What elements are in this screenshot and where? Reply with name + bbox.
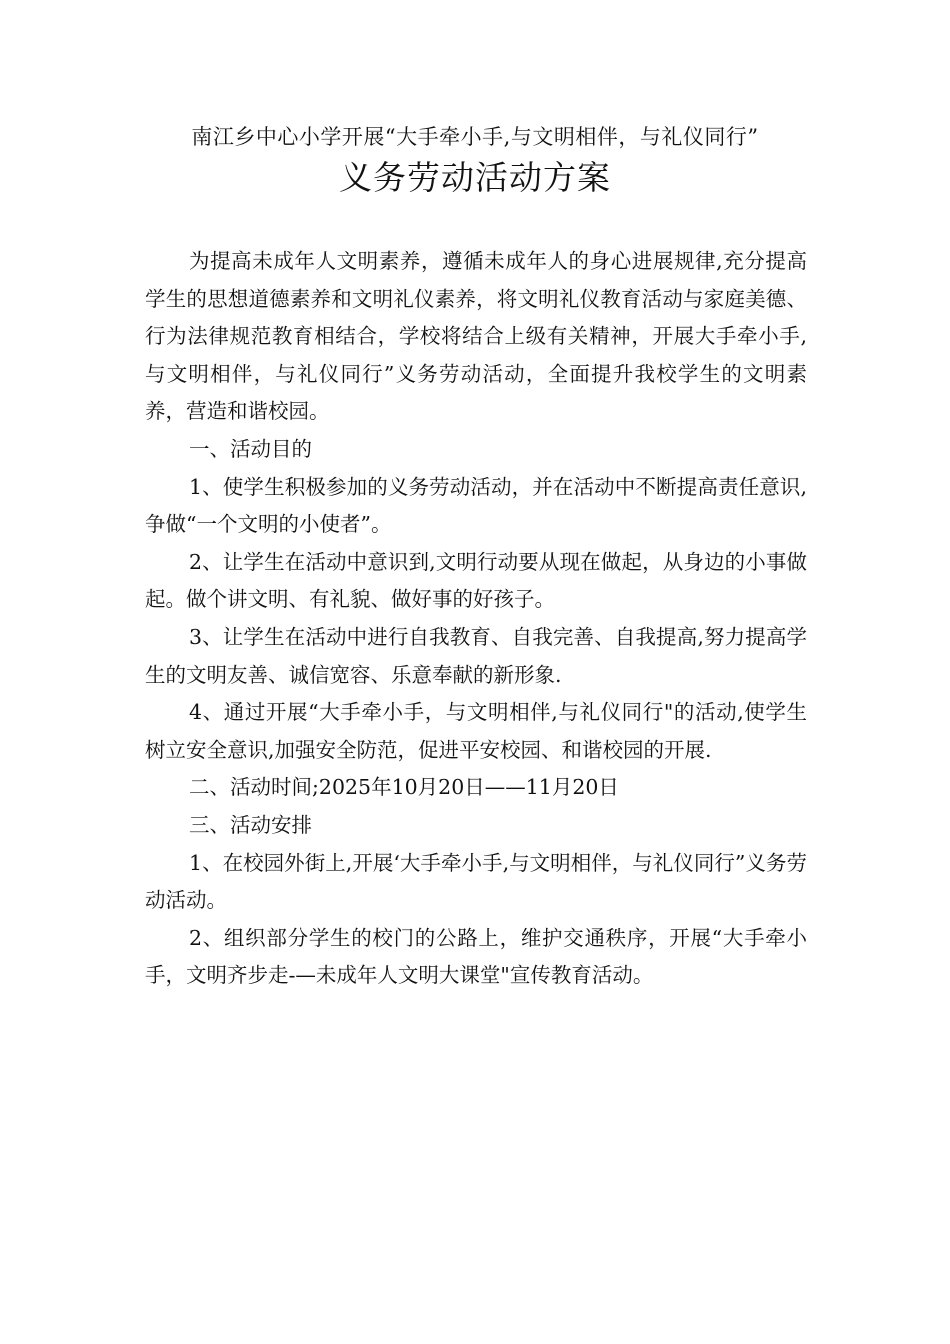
section-heading-purpose: 一、活动目的 [189, 436, 312, 461]
section-heading-arrangement: 三、活动安排 [189, 812, 312, 837]
purpose-item-2: 2、让学生在活动中意识到,文明行动要从现在做起，从身边的小事做起。做个讲文明、有礼貌、做好事的好孩子。 [145, 549, 807, 612]
purpose-item-1: 1、使学生积极参加的义务劳动活动，并在活动中不断提高责任意识,争做“一个文明的小使者”。 [145, 474, 807, 537]
document-title-line1: 南江乡中心小学开展“大手牵小手,与文明相伴，与礼仪同行” [191, 125, 759, 149]
arrangement-item-1: 1、在校园外街上,开展‘大手牵小手,与文明相伴，与礼仪同行”义务劳动活动。 [145, 850, 807, 913]
purpose-item-4: 4、通过开展“大手牵小手，与文明相伴,与礼仪同行"的活动,使学生树立安全意识,加强安全防范，促进平安校园、和谐校园的开展. [145, 700, 807, 762]
intro-paragraph: 为提高未成年人文明素养，遵循未成年人的身心进展规律,充分提高学生的思想道德素养和文明礼仪素养，将文明礼仪教育活动与家庭美德、行为法律规范教育相结合，学校将结合上级有关精神，开展大手牵小手,与文明相伴，与礼仪同行”义务劳动活动，全面提升我校学生的文明素养，营造和谐校园。 [145, 249, 807, 424]
document-title-line2: 义务劳动活动方案 [339, 158, 611, 197]
arrangement-item-2: 2、组织部分学生的校门的公路上，维护交通秩序，开展“大手牵小手，文明齐步走-—未成年人文明大课堂"宣传教育活动。 [145, 925, 807, 988]
document-body [145, 243, 807, 995]
section-heading-time: 二、活动时间;2025年10月20日——11月20日 [189, 775, 619, 800]
purpose-item-3: 3、让学生在活动中进行自我教育、自我完善、自我提高,努力提高学生的文明友善、诚信宽容、乐意奉献的新形象. [145, 624, 807, 687]
